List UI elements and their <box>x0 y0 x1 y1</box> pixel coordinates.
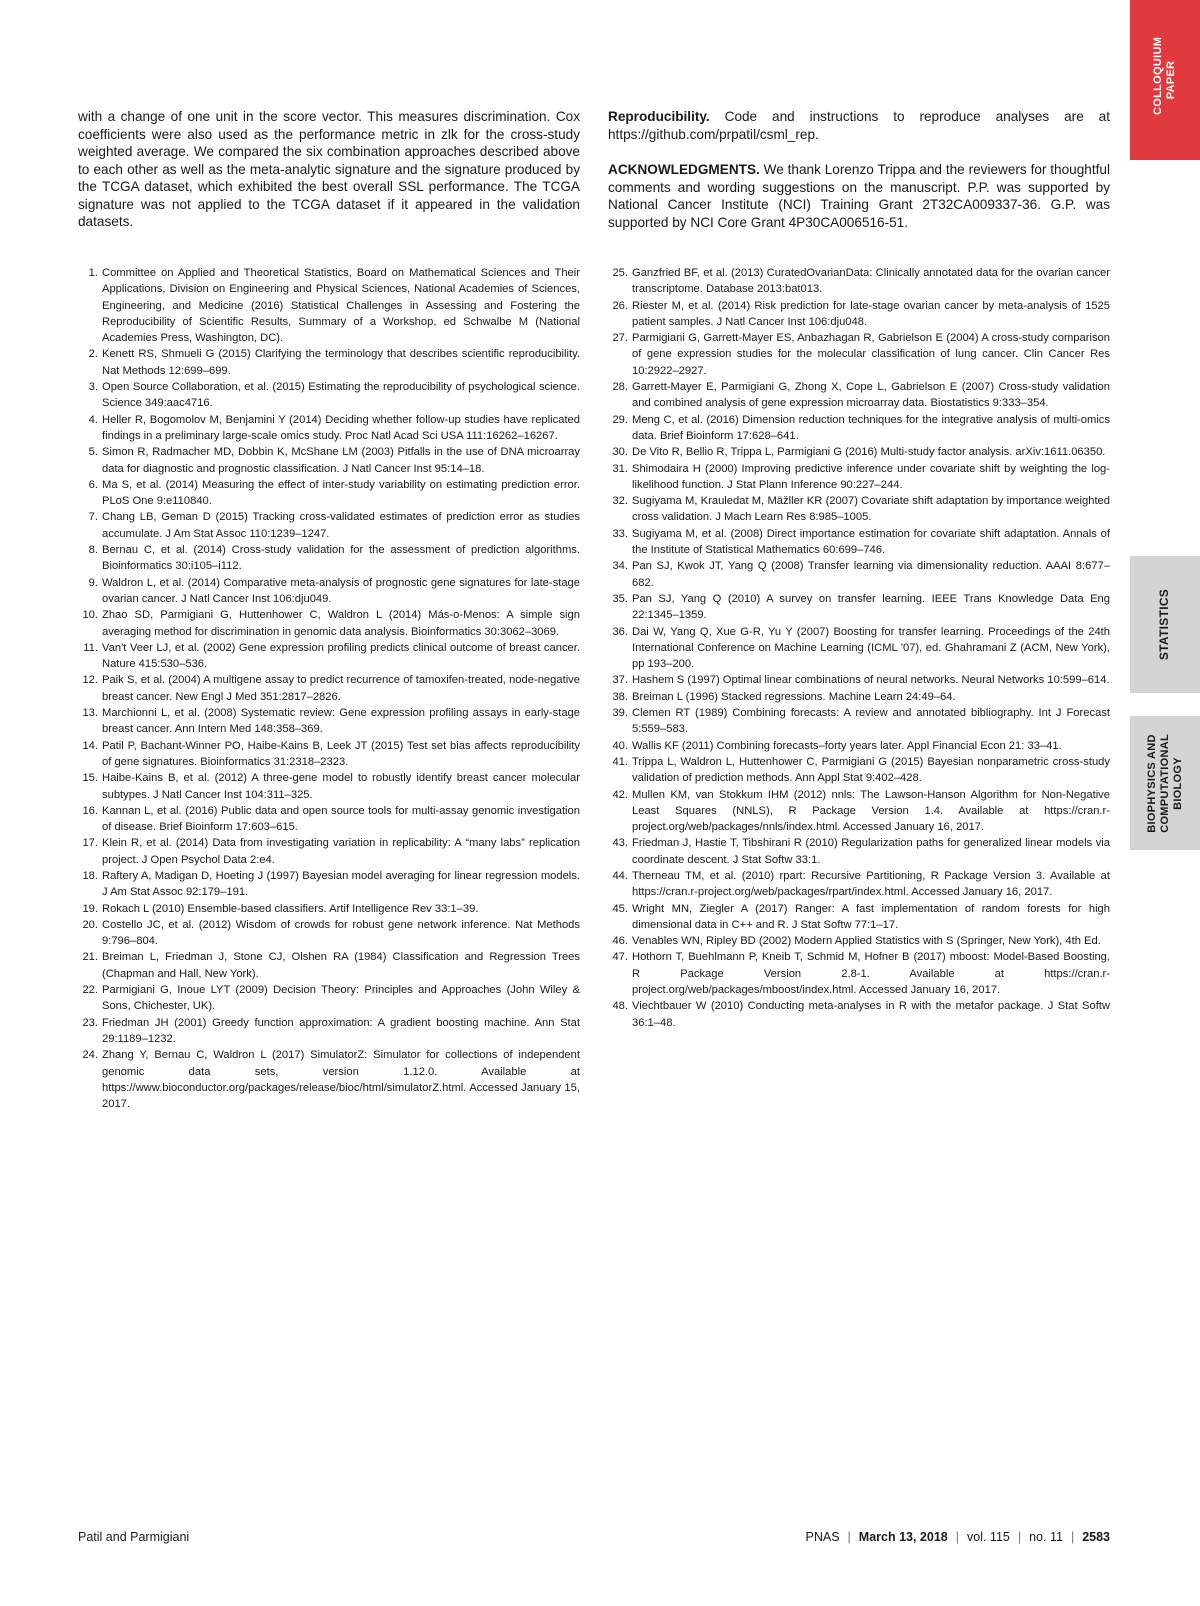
reference-number: 27. <box>612 332 628 345</box>
reference-item <box>608 949 1110 998</box>
reference-item <box>608 330 1110 379</box>
reference-text: Wallis KF (2011) Combining forecasts–forty years later. Appl Financial Econ 21: 33–41. <box>632 739 1062 752</box>
reference-item <box>78 770 580 803</box>
reference-text: Committee on Applied and Theoretical Statistics, Board on Mathematical Sciences and Their Applications, Division on Engineering and Physical Sciences, National Academies of Sciences, Engineering, and Medicine (2016) Statistical Challenges in Assessing and Fostering the Reproducibility of Scientific Results, Summary of a Workshop, ed Schwalbe M (National Academies Press, Washington, DC). <box>102 267 580 345</box>
footer-separator: | <box>1070 1530 1075 1544</box>
acknowledgments-text: We thank Lorenzo Trippa and the reviewers for thoughtful comments and wording suggestions on the manuscript. P.P. was supported by National Cancer Institute (NCI) Training Grant 2T32CA009337-36. G.P. was supported by NCI Core Grant 4P30CA006516-51. <box>608 162 1110 230</box>
reference-item <box>78 1015 580 1048</box>
reference-text: Meng C, et al. (2016) Dimension reduction techniques for the integrative analysis of multi-omics data. Brief Bioinform 17:628–641. <box>632 413 1110 442</box>
statistics-tab <box>1130 556 1200 693</box>
reference-number: 16. <box>82 804 98 817</box>
reference-number: 43. <box>612 837 628 850</box>
reference-text: Hothorn T, Buehlmann P, Kneib T, Schmid M, Hofner B (2017) mboost: Model-Based Boosting, R Package Version 2.8-1. Available at https://cran.r-project.org/web/packages/mboost/index.html. Accessed January 16, 2017. <box>632 951 1110 997</box>
reference-text: Sugiyama M, et al. (2008) Direct importance estimation for covariate shift adaptation. Annals of the Institute of Statistical Mathematics 60:699–746. <box>632 527 1110 557</box>
reference-text: Van't Veer LJ, et al. (2002) Gene expression profiling predicts clinical outcome of breast cancer. Nature 415:530–536. <box>102 641 580 671</box>
reference-item <box>78 1047 580 1112</box>
footer-journal: PNAS <box>805 1530 840 1544</box>
reference-number: 10. <box>82 609 98 622</box>
reference-item <box>78 477 580 510</box>
reference-text: Heller R, Bogomolov M, Benjamini Y (2014) Deciding whether follow-up studies have replicated findings in a preliminary large-scale omics study. Proc Natl Acad Sci USA 111:16262–16267. <box>102 413 580 442</box>
reference-text: Rokach L (2010) Ensemble-based classifiers. Artif Intelligence Rev 33:1–39. <box>102 902 479 915</box>
reference-text: Haibe-Kains B, et al. (2012) A three-gene model to robustly identify breast cancer molecular subtypes. J Natl Cancer Inst 104:311–325. <box>102 772 580 801</box>
body-text-right <box>608 108 1110 249</box>
reference-text: Kenett RS, Shmueli G (2015) Clarifying the terminology that describes scientific reproducibility. Nat Methods 12:699–699. <box>102 348 580 377</box>
reference-number: 38. <box>612 690 628 703</box>
reference-number: 13. <box>82 707 98 720</box>
reference-number: 34. <box>612 560 628 573</box>
reference-text: Riester M, et al. (2014) Risk prediction for late-stage ovarian cancer by meta-analysis of 1525 patient samples. J Natl Cancer Inst 106:dju048. <box>632 299 1110 328</box>
biophysics-label: BIOPHYSICS AND COMPUTATIONAL BIOLOGY <box>1145 733 1184 833</box>
reference-number: 6. <box>88 478 98 491</box>
reference-number: 12. <box>82 674 98 687</box>
reference-text: Parmigiani G, Inoue LYT (2009) Decision Theory: Principles and Approaches (John Wiley & Sons, Chichester, UK). <box>102 984 580 1013</box>
reference-item <box>78 575 580 608</box>
reference-item <box>78 379 580 412</box>
reproducibility-text: Code and instructions to reproduce analyses are at https://github.com/prpatil/csml_rep. <box>608 109 1110 142</box>
reference-number: 19. <box>82 902 98 915</box>
reference-number: 20. <box>82 918 98 931</box>
reference-item <box>78 412 580 445</box>
reference-text: Clemen RT (1989) Combining forecasts: A review and annotated bibliography. Int J Forecast 5:559–583. <box>632 707 1110 736</box>
reference-text: Breiman L (1996) Stacked regressions. Machine Learn 24:49–64. <box>632 690 956 703</box>
reference-text: Hashem S (1997) Optimal linear combinations of neural networks. Neural Networks 10:599–614. <box>632 674 1110 687</box>
references-left-column <box>78 265 580 1112</box>
reference-number: 36. <box>612 625 628 638</box>
reference-text: Ma S, et al. (2014) Measuring the effect of inter-study variability on estimating prediction error. PLoS One 9:e110840. <box>102 478 580 508</box>
footer-date: March 13, 2018 <box>858 1530 948 1544</box>
reference-number: 24. <box>82 1049 98 1062</box>
footer-separator: | <box>847 1530 851 1544</box>
reference-number: 7. <box>88 511 98 524</box>
colloquium-paper-label: COLLOQUIUM PAPER <box>1152 36 1177 115</box>
reference-item <box>608 754 1110 787</box>
footer-issue: no. 11 <box>1029 1530 1063 1544</box>
reference-text: Kannan L, et al. (2016) Public data and open source tools for multi-assay genomic investigation of disease. Brief Bioinform 17:603–615. <box>102 804 580 834</box>
reference-number: 29. <box>612 413 628 426</box>
reference-text: Friedman J, Hastie T, Tibshirani R (2010) Regularization paths for generalized linear models via coordinate descent. J Stat Softw 33:1. <box>632 837 1110 866</box>
reference-number: 31. <box>612 462 628 475</box>
reference-number: 1. <box>88 267 98 279</box>
reference-item <box>608 265 1110 298</box>
reference-item <box>78 982 580 1015</box>
reference-item <box>608 705 1110 738</box>
reference-item <box>608 379 1110 412</box>
reference-text: Breiman L, Friedman J, Stone CJ, Olshen RA (1984) Classification and Regression Trees (Chapman and Hall, New York). <box>102 951 580 980</box>
reference-number: 8. <box>88 544 98 557</box>
body-text-left <box>78 108 580 249</box>
reference-item <box>78 672 580 705</box>
reference-number: 37. <box>612 674 628 687</box>
reference-item <box>78 346 580 379</box>
reference-item <box>608 591 1110 624</box>
reference-text: Open Source Collaboration, et al. (2015) Estimating the reproducibility of psychological science. Science 349:aac4716. <box>102 381 580 410</box>
reference-item <box>608 412 1110 445</box>
reference-item <box>78 542 580 575</box>
reference-text: Pan SJ, Yang Q (2010) A survey on transfer learning. IEEE Trans Knowledge Data Eng 22:1345–1359. <box>632 592 1110 622</box>
reference-item <box>78 901 580 917</box>
reference-item <box>78 803 580 836</box>
reference-item <box>608 493 1110 526</box>
reference-item <box>78 265 580 346</box>
footer-citation <box>806 1530 1111 1544</box>
reference-number: 5. <box>88 446 98 459</box>
reference-item <box>608 526 1110 559</box>
reference-number: 14. <box>82 739 98 752</box>
reference-number: 18. <box>82 869 98 882</box>
reference-item <box>608 998 1110 1031</box>
footer-page-number: 2583 <box>1082 1530 1110 1544</box>
reference-text: Venables WN, Ripley BD (2002) Modern Applied Statistics with S (Springer, New York), 4th Ed. <box>632 935 1101 948</box>
reference-number: 32. <box>612 495 628 508</box>
reference-text: Costello JC, et al. (2012) Wisdom of crowds for robust gene network inference. Nat Methods 9:796–804. <box>102 918 580 948</box>
reference-item <box>608 624 1110 673</box>
reference-text: Paik S, et al. (2004) A multigene assay to predict recurrence of tamoxifen-treated, node-negative breast cancer. New Engl J Med 351:2817–2826. <box>102 674 580 703</box>
reference-text: Chang LB, Geman D (2015) Tracking cross-validated estimates of prediction error as studies accumulate. J Am Stat Assoc 110:1239–1247. <box>102 511 580 540</box>
reference-number: 45. <box>612 902 628 915</box>
reference-text: Wright MN, Ziegler A (2017) Ranger: A fast implementation of random forests for high dimensional data in C++ and R. J Stat Softw 77:1–17. <box>632 902 1110 931</box>
reference-item <box>608 787 1110 836</box>
reference-item <box>608 444 1110 460</box>
reference-number: 4. <box>88 413 98 426</box>
reference-number: 44. <box>612 869 628 882</box>
reference-number: 42. <box>612 788 628 801</box>
reference-item <box>78 949 580 982</box>
reference-item <box>608 835 1110 868</box>
reference-text: Therneau TM, et al. (2010) rpart: Recursive Partitioning, R Package Version 3. Available at https://cran.r-project.org/web/packages/rpart/index.html. Accessed January 16, 2017. <box>632 869 1110 899</box>
reference-number: 46. <box>612 935 628 948</box>
reference-text: De Vito R, Bellio R, Trippa L, Parmigiani G (2016) Multi-study factor analysis. arXiv:1611.06350. <box>632 446 1106 459</box>
reference-text: Sugiyama M, Krauledat M, Mäžller KR (2007) Covariate shift adaptation by importance weighted cross validation. J Mach Learn Res 8:985–1005. <box>632 495 1110 524</box>
reference-text: Parmigiani G, Garrett-Mayer ES, Anbazhagan R, Gabrielson E (2004) A cross-study comparison of gene expression studies for the molecular classification of lung cancer. Clin Cancer Res 10:2922–2927. <box>632 332 1110 377</box>
reference-item <box>608 933 1110 949</box>
reference-text: Bernau C, et al. (2014) Cross-study validation for the assessment of prediction algorithms. Bioinformatics 30:i105–i112. <box>102 544 580 573</box>
reference-item <box>608 901 1110 934</box>
reference-text: Trippa L, Waldron L, Huttenhower C, Parmigiani G (2015) Bayesian nonparametric cross-study validation of prediction methods. Ann Appl Stat 9:402–428. <box>632 755 1110 785</box>
reference-item <box>78 705 580 738</box>
reference-text: Mullen KM, van Stokkum IHM (2012) nnls: The Lawson-Hanson Algorithm for Non-Negative Least Squares (NNLS), R Package Version 1.4. Available at https://cran.r-project.org/web/packages/nnls/index.html. Accessed January 16, 2017. <box>632 788 1110 834</box>
reference-number: 35. <box>612 592 628 605</box>
references-right-column <box>608 265 1110 1031</box>
reference-item <box>78 607 580 640</box>
reference-number: 2. <box>88 348 98 361</box>
reference-text: Simon R, Radmacher MD, Dobbin K, McShane LM (2003) Pitfalls in the use of DNA microarray data for diagnostic and prognostic classification. J Natl Cancer Inst 95:14–18. <box>102 446 580 475</box>
biophysics-tab <box>1130 716 1200 850</box>
reference-text: Zhao SD, Parmigiani G, Huttenhower C, Waldron L (2014) Más-o-Menos: A simple sign averaging method for discrimination in genomic data analysis. Bioinformatics 30:3062–3069. <box>102 609 580 638</box>
reference-item <box>608 672 1110 688</box>
reference-number: 47. <box>612 951 628 964</box>
reference-number: 11. <box>83 641 98 654</box>
reference-text: Patil P, Bachant-Winner PO, Haibe-Kains B, Leek JT (2015) Test set bias affects reproducibility of gene signatures. Bioinformatics 31:2318–2323. <box>102 739 580 768</box>
reference-number: 3. <box>88 381 98 394</box>
reference-item <box>608 868 1110 901</box>
reference-number: 26. <box>612 299 628 312</box>
reference-number: 17. <box>82 837 98 850</box>
reference-text: Marchionni L, et al. (2008) Systematic review: Gene expression profiling assays in early-stage breast cancer. Ann Intern Med 148:358–369. <box>102 707 580 736</box>
reference-number: 48. <box>612 1000 628 1013</box>
reference-number: 23. <box>82 1016 98 1029</box>
reference-text: Garrett-Mayer E, Parmigiani G, Zhong X, Cope L, Gabrielson E (2007) Cross-study validation and combined analysis of gene expression microarray data. Biostatistics 9:333–354. <box>632 381 1110 410</box>
reference-number: 15. <box>82 772 98 785</box>
reference-text: Pan SJ, Kwok JT, Yang Q (2008) Transfer learning via dimensionality reduction. AAAI 8:677–682. <box>632 560 1110 589</box>
acknowledgments-heading: ACKNOWLEDGMENTS. <box>608 162 760 177</box>
reference-text: Shimodaira H (2000) Improving predictive inference under covariate shift by weighting the log-likelihood function. J Stat Plann Inference 90:227–244. <box>632 462 1110 491</box>
reference-number: 41. <box>612 755 628 768</box>
reference-number: 9. <box>88 576 98 589</box>
reference-item <box>78 868 580 901</box>
reproducibility-heading: Reproducibility. <box>608 109 710 124</box>
footer-authors: Patil and Parmigiani <box>78 1530 190 1544</box>
reference-item <box>78 444 580 477</box>
reference-text: Ganzfried BF, et al. (2013) CuratedOvarianData: Clinically annotated data for the ovarian cancer transcriptome. Database 2013:bat013. <box>632 267 1110 296</box>
reference-number: 28. <box>612 381 628 394</box>
reference-text: Waldron L, et al. (2014) Comparative meta-analysis of prognostic gene signatures for late-stage ovarian cancer. J Natl Cancer Inst 106:dju049. <box>102 576 580 605</box>
acknowledgments-paragraph <box>608 161 1110 231</box>
footer-volume: vol. 115 <box>967 1530 1010 1544</box>
reference-number: 30. <box>612 446 628 459</box>
reference-text: Zhang Y, Bernau C, Waldron L (2017) SimulatorZ: Simulator for collections of independent genomic data sets, version 1.12.0. Available at https://www.bioconductor.org/packages/release/bioc/html/simulatorZ.html. Accessed January 15, 2017. <box>102 1049 580 1111</box>
reference-text: Dai W, Yang Q, Xue G-R, Yu Y (2007) Boosting for transfer learning. Proceedings of the 24th International Conference on Machine Learning (ICML '07), ed. Ghahramani Z (ACM, New York), pp 193–200. <box>632 625 1110 671</box>
reference-item <box>78 835 580 868</box>
reference-number: 39. <box>612 707 628 720</box>
reference-item <box>78 509 580 542</box>
reference-item <box>78 640 580 673</box>
reference-item <box>608 298 1110 331</box>
reference-text: Raftery A, Madigan D, Hoeting J (1997) Bayesian model averaging for linear regression models. J Am Stat Assoc 92:179–191. <box>102 869 580 899</box>
reference-text: Viechtbauer W (2010) Conducting meta-analyses in R with the metafor package. J Stat Softw 36:1–48. <box>632 1000 1110 1029</box>
reference-item <box>608 461 1110 494</box>
reference-item <box>78 917 580 950</box>
reference-text: Friedman JH (2001) Greedy function approximation: A gradient boosting machine. Ann Stat 29:1189–1232. <box>102 1016 580 1045</box>
reference-number: 33. <box>612 527 628 540</box>
reference-item <box>608 689 1110 705</box>
reference-item <box>608 738 1110 754</box>
statistics-label: STATISTICS <box>1157 588 1172 661</box>
reference-text: Klein R, et al. (2014) Data from investigating variation in replicability: A “many labs” replication project. J Open Psychol Data 2:e4. <box>102 837 580 866</box>
colloquium-paper-tab <box>1130 0 1200 160</box>
footer-separator: | <box>955 1530 959 1544</box>
footer-separator: | <box>1017 1530 1022 1544</box>
reference-number: 40. <box>612 739 628 752</box>
reference-number: 25. <box>612 267 628 279</box>
reference-item <box>608 558 1110 591</box>
reference-item <box>78 738 580 771</box>
reference-number: 22. <box>82 984 98 997</box>
reproducibility-paragraph <box>608 108 1110 143</box>
reference-number: 21. <box>82 951 98 964</box>
body-paragraph: with a change of one unit in the score vector. This measures discrimination. Cox coefficients were also used as the performance metric in zlk for the cross-study weighted average. We compared the six combination approaches described above to each other as well as the meta-analytic signature and the signature produced by the TCGA dataset, which exhibited the best overall SSL performance. The TCGA signature was not applied to the TCGA dataset if it appeared in the validation datasets. <box>78 109 580 229</box>
